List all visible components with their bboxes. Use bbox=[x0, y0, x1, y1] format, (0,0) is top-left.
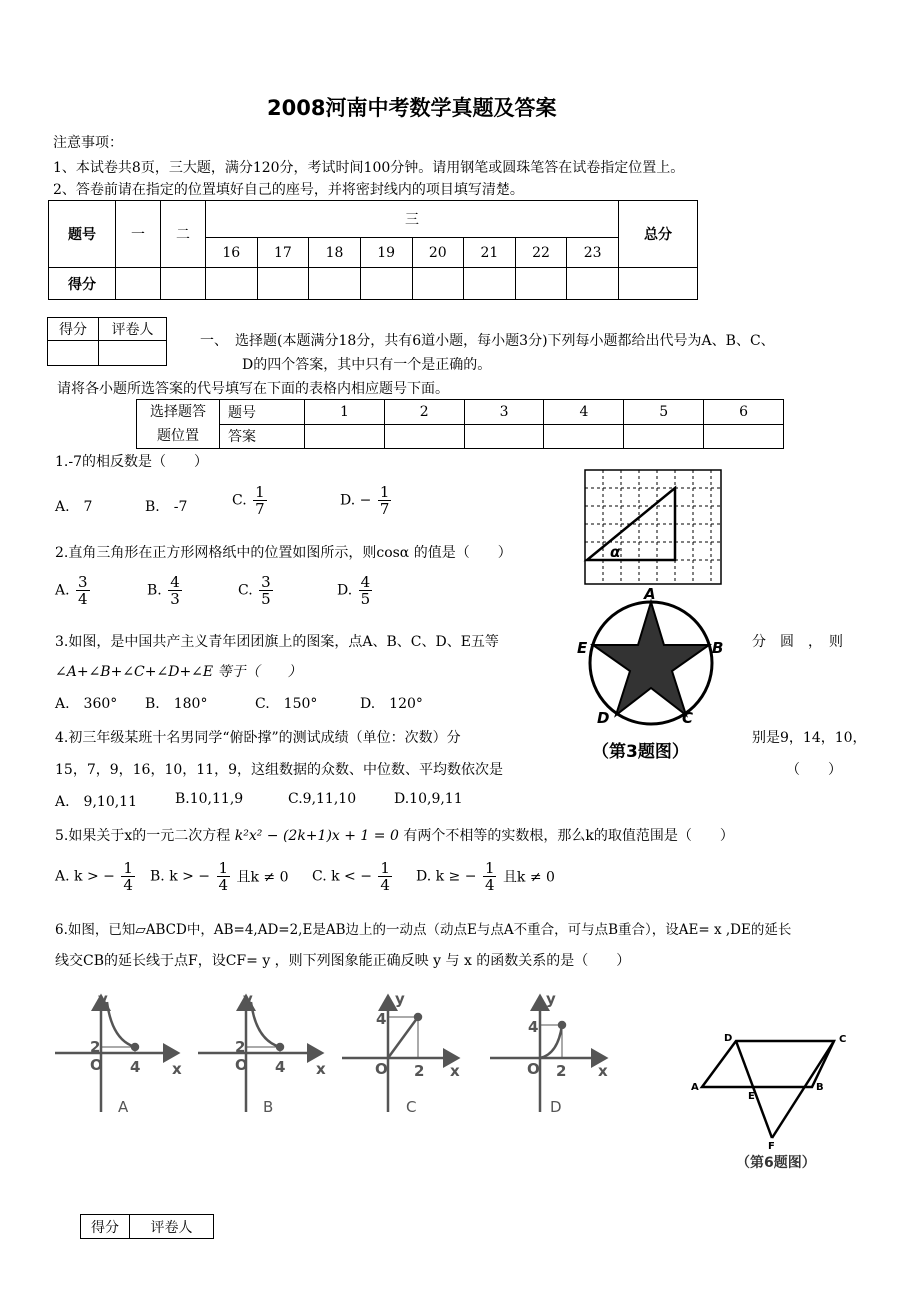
score-table-col: 23 bbox=[567, 238, 619, 268]
q2-option-b bbox=[147, 574, 184, 607]
q1-stem: 1.-7的相反数是（ ） bbox=[55, 454, 208, 470]
q6-graph-c bbox=[342, 996, 458, 1112]
q5-b-label: B. k > − bbox=[150, 868, 211, 885]
q4-option-d: D.10,9,11 bbox=[394, 791, 463, 807]
graph-c-x: x bbox=[450, 1062, 460, 1080]
notes-heading: 注意事项： bbox=[53, 135, 123, 151]
score-cell[interactable] bbox=[515, 268, 567, 300]
answer-table-col: 1 bbox=[305, 400, 385, 425]
q5-d-fraction bbox=[483, 860, 497, 893]
answer-table-col: 6 bbox=[704, 400, 784, 425]
graph-b-four: 4 bbox=[275, 1058, 286, 1076]
q3-option-c: C. 150° bbox=[255, 696, 318, 712]
answer-cell[interactable] bbox=[305, 424, 385, 449]
fig6-label-e: E bbox=[748, 1091, 755, 1102]
fig3-label-e: E bbox=[577, 639, 588, 657]
graph-d-four: 4 bbox=[528, 1018, 539, 1036]
fig6-label-a: A bbox=[691, 1082, 699, 1093]
answer-table-num-header: 题号 bbox=[220, 400, 305, 425]
answer-cell[interactable] bbox=[704, 424, 784, 449]
q5-a-fraction bbox=[121, 860, 135, 893]
graph-b-two: 2 bbox=[235, 1038, 246, 1056]
score-table-col: 19 bbox=[360, 238, 412, 268]
q5-option-a bbox=[55, 860, 137, 893]
q1-d-neg: − bbox=[359, 492, 372, 509]
q5-c-fraction bbox=[378, 860, 392, 893]
section1-line2: D的四个答案，其中只有一个是正确的。 bbox=[242, 357, 492, 373]
q2-b-fraction bbox=[168, 574, 182, 607]
frac-num: 1 bbox=[255, 483, 265, 501]
frac-den: 7 bbox=[379, 500, 390, 518]
graph-a-x: x bbox=[172, 1060, 182, 1078]
frac-den: 4 bbox=[218, 876, 229, 894]
q5-equation: k²x² − (2k+1)x + 1 = 0 bbox=[234, 828, 399, 844]
score-cell[interactable] bbox=[412, 268, 464, 300]
score-cell[interactable] bbox=[309, 268, 361, 300]
q5-stem-pre: 5.如果关于x的一元二次方程 bbox=[55, 828, 231, 844]
score-table-col: 22 bbox=[515, 238, 567, 268]
answer-table-col: 3 bbox=[464, 400, 544, 425]
q2-c-fraction bbox=[259, 574, 273, 607]
q1-option-b: B. -7 bbox=[145, 499, 188, 515]
q4-stem-2-right: （ ） bbox=[786, 762, 842, 778]
section1-instructions: 请将各小题所选答案的代号填写在下面的表格内相应题号下面。 bbox=[57, 381, 449, 397]
fig3-label-d: D bbox=[597, 709, 610, 727]
grader-label: 评卷人 bbox=[99, 318, 167, 341]
q6-graph-b bbox=[198, 996, 322, 1112]
score-table-num-header: 题号 bbox=[49, 201, 116, 268]
score-cell[interactable] bbox=[116, 268, 161, 300]
frac-num: 1 bbox=[218, 859, 229, 877]
q5-b-cond: 且k ≠ 0 bbox=[236, 869, 289, 886]
score-table-col-two: 二 bbox=[161, 201, 206, 268]
frac-den: 7 bbox=[255, 500, 265, 518]
graph-c-two: 2 bbox=[414, 1062, 425, 1080]
q1-c-fraction bbox=[253, 484, 267, 517]
graph-a-label: A bbox=[118, 1098, 129, 1116]
q6-graphs bbox=[50, 990, 670, 1125]
score-cell[interactable] bbox=[567, 268, 619, 300]
fig3-label-b: B bbox=[712, 639, 724, 657]
q2-b-label: B. bbox=[147, 582, 162, 599]
q6-graph-a bbox=[55, 996, 178, 1112]
graph-a-four: 4 bbox=[130, 1058, 141, 1076]
q5-stem bbox=[55, 825, 734, 845]
score-cell[interactable] bbox=[619, 268, 698, 300]
score-table bbox=[48, 200, 698, 300]
score-cell[interactable] bbox=[161, 268, 206, 300]
frac-den: 4 bbox=[123, 876, 133, 894]
score-table-col: 18 bbox=[309, 238, 361, 268]
q2-a-fraction bbox=[76, 574, 90, 607]
graph-b-label: B bbox=[263, 1098, 274, 1116]
score-table-total-header: 总分 bbox=[619, 201, 698, 268]
alpha-label: α bbox=[610, 543, 621, 561]
q2-stem: 2.直角三角形在正方形网格纸中的位置如图所示，则cosα 的值是（ ） bbox=[55, 545, 512, 561]
q3-option-b: B. 180° bbox=[145, 696, 208, 712]
score-cell[interactable] bbox=[206, 268, 258, 300]
frac-den: 5 bbox=[261, 590, 271, 608]
note-2: 2、答卷前请在指定的位置填好自己的座号，并将密封线内的项目填写清楚。 bbox=[53, 182, 524, 198]
score-table-col: 17 bbox=[257, 238, 309, 268]
answer-table bbox=[136, 399, 784, 449]
q6-stem-1: 6.如图，已知▱ABCD中，AB=4,AD=2,E是AB边上的一动点（动点E与点A不重合，可与点B重合），设AE= x ,DE的延长 bbox=[55, 922, 792, 938]
score-cell[interactable] bbox=[464, 268, 516, 300]
graph-b-x: x bbox=[316, 1060, 326, 1078]
frac-num: 4 bbox=[360, 573, 371, 591]
frac-num: 3 bbox=[261, 573, 271, 591]
score-table-col-three: 三 bbox=[206, 201, 619, 238]
q1-d-label: D. bbox=[340, 492, 356, 509]
grader2-score-label: 得分 bbox=[81, 1215, 130, 1239]
frac-num: 1 bbox=[380, 859, 390, 877]
q4-option-c: C.9,11,10 bbox=[288, 791, 357, 807]
fig6-caption: （第6题图） bbox=[736, 1155, 816, 1171]
score-table-col: 21 bbox=[464, 238, 516, 268]
frac-num: 3 bbox=[78, 573, 88, 591]
answer-table-ans-header: 答案 bbox=[220, 424, 305, 449]
q3-stem-1-right: 分 圆 ， 则 bbox=[752, 634, 843, 650]
q3-stem-1: 3.如图，是中国共产主义青年团团旗上的图案，点A、B、C、D、E五等 bbox=[55, 634, 499, 650]
q3-stem-2: ∠A+∠B+∠C+∠D+∠E 等于（ ） bbox=[55, 664, 302, 680]
q2-a-label: A. bbox=[55, 582, 70, 599]
q2-c-label: C. bbox=[238, 582, 253, 599]
q4-stem-2: 15，7，9，16，10，11，9，这组数据的众数、中位数、平均数依次是 bbox=[55, 762, 503, 778]
section1-line1: 一、 选择题(本题满分18分，共有6道小题，每小题3分)下列每小题都给出代号为A、B、C、 bbox=[200, 333, 775, 349]
graph-c-y: y bbox=[395, 990, 405, 1008]
graph-a-o: O bbox=[90, 1056, 103, 1074]
fig3-label-a: A bbox=[644, 585, 656, 603]
q1-option-c bbox=[232, 484, 269, 517]
answer-table-col: 4 bbox=[544, 400, 624, 425]
answer-table-label bbox=[137, 400, 220, 449]
q1-c-label: C. bbox=[232, 492, 247, 509]
frac-den: 4 bbox=[484, 876, 495, 894]
grader2-label: 评卷人 bbox=[130, 1215, 214, 1239]
q2-d-label: D. bbox=[337, 582, 353, 599]
answer-table-label-1: 选择题答 bbox=[150, 404, 206, 420]
answer-cell[interactable] bbox=[384, 424, 464, 449]
graph-d-two: 2 bbox=[556, 1062, 567, 1080]
answer-table-label-2: 题位置 bbox=[157, 428, 199, 444]
grader-box-2 bbox=[80, 1214, 214, 1239]
graph-b-y: y bbox=[243, 990, 253, 1008]
frac-num: 1 bbox=[123, 859, 133, 877]
score-table-score-header: 得分 bbox=[49, 268, 116, 300]
q6-graph-d bbox=[490, 996, 606, 1112]
fig6-label-f: F bbox=[768, 1141, 775, 1152]
q2-option-c bbox=[238, 574, 275, 607]
q4-option-a: A. 9,10,11 bbox=[55, 794, 137, 810]
score-cell[interactable] bbox=[257, 268, 309, 300]
score-table-col: 20 bbox=[412, 238, 464, 268]
q5-c-label: C. k < − bbox=[312, 868, 372, 885]
fig3-caption: （第3题图） bbox=[592, 742, 689, 762]
grader-name-cell[interactable] bbox=[99, 341, 167, 366]
q5-option-c bbox=[312, 860, 394, 893]
fig6-label-c: C bbox=[839, 1034, 847, 1045]
graph-c-o: O bbox=[375, 1060, 388, 1078]
score-table-col-one: 一 bbox=[116, 201, 161, 268]
note-1: 1、本试卷共8页，三大题，满分120分，考试时间100分钟。请用钢笔或圆珠笔答在试卷指定位置上。 bbox=[53, 160, 685, 176]
fig3-label-c: C bbox=[682, 709, 694, 727]
score-table-col: 16 bbox=[206, 238, 258, 268]
q4-stem-1: 4.初三年级某班十名男同学“俯卧撑”的测试成绩（单位：次数）分 bbox=[55, 730, 461, 746]
q5-d-cond: 且k ≠ 0 bbox=[502, 869, 555, 886]
q2-grid-figure bbox=[583, 468, 723, 586]
graph-d-x: x bbox=[598, 1062, 608, 1080]
grader-score-cell[interactable] bbox=[48, 341, 99, 366]
graph-a-y: y bbox=[98, 990, 108, 1008]
graph-d-y: y bbox=[546, 990, 556, 1008]
q3-option-a: A. 360° bbox=[55, 696, 118, 712]
q3-option-d: D. 120° bbox=[360, 696, 423, 712]
answer-table-col: 2 bbox=[384, 400, 464, 425]
q5-a-label: A. k > − bbox=[55, 868, 115, 885]
frac-den: 4 bbox=[380, 876, 390, 894]
q1-option-d bbox=[340, 484, 393, 517]
graph-d-label: D bbox=[550, 1098, 562, 1116]
q1-d-fraction bbox=[378, 484, 392, 517]
page-title: 2008河南中考数学真题及答案 bbox=[267, 96, 557, 120]
graph-b-o: O bbox=[235, 1056, 248, 1074]
q6-stem-2: 线交CB的延长线于点F，设CF= y ，则下列图象能正确反映 y 与 x 的函数关系的是（ ） bbox=[55, 953, 631, 969]
q5-option-d bbox=[416, 860, 555, 893]
q2-option-a bbox=[55, 574, 92, 607]
fig6-label-d: D bbox=[724, 1033, 733, 1044]
grader-box bbox=[47, 317, 167, 366]
frac-den: 3 bbox=[170, 590, 180, 608]
q5-b-fraction bbox=[217, 860, 231, 893]
answer-table-col: 5 bbox=[624, 400, 704, 425]
q5-d-label: D. k ≥ − bbox=[416, 868, 477, 885]
answer-cell[interactable] bbox=[464, 424, 544, 449]
q2-d-fraction bbox=[359, 574, 373, 607]
q4-option-b: B.10,11,9 bbox=[175, 791, 244, 807]
frac-num: 1 bbox=[484, 859, 495, 877]
q5-stem-post: 有两个不相等的实数根，那么k的取值范围是（ ） bbox=[403, 828, 734, 844]
frac-den: 5 bbox=[360, 590, 371, 608]
score-cell[interactable] bbox=[360, 268, 412, 300]
graph-c-label: C bbox=[406, 1098, 417, 1116]
q2-option-d bbox=[337, 574, 374, 607]
grader-score-label: 得分 bbox=[48, 318, 99, 341]
q3-star-figure bbox=[574, 585, 734, 765]
frac-num: 4 bbox=[170, 573, 180, 591]
graph-a-two: 2 bbox=[90, 1038, 101, 1056]
q5-option-b bbox=[150, 860, 289, 893]
answer-cell[interactable] bbox=[544, 424, 624, 449]
q1-option-a: A. 7 bbox=[55, 499, 93, 515]
q4-stem-1-right: 别是9，14，10， bbox=[752, 730, 867, 746]
graph-c-four: 4 bbox=[376, 1010, 387, 1028]
fig6-label-b: B bbox=[816, 1082, 824, 1093]
graph-d-o: O bbox=[527, 1060, 540, 1078]
frac-num: 1 bbox=[379, 483, 390, 501]
frac-den: 4 bbox=[78, 590, 88, 608]
q6-parallelogram-figure bbox=[688, 1026, 863, 1172]
answer-cell[interactable] bbox=[624, 424, 704, 449]
